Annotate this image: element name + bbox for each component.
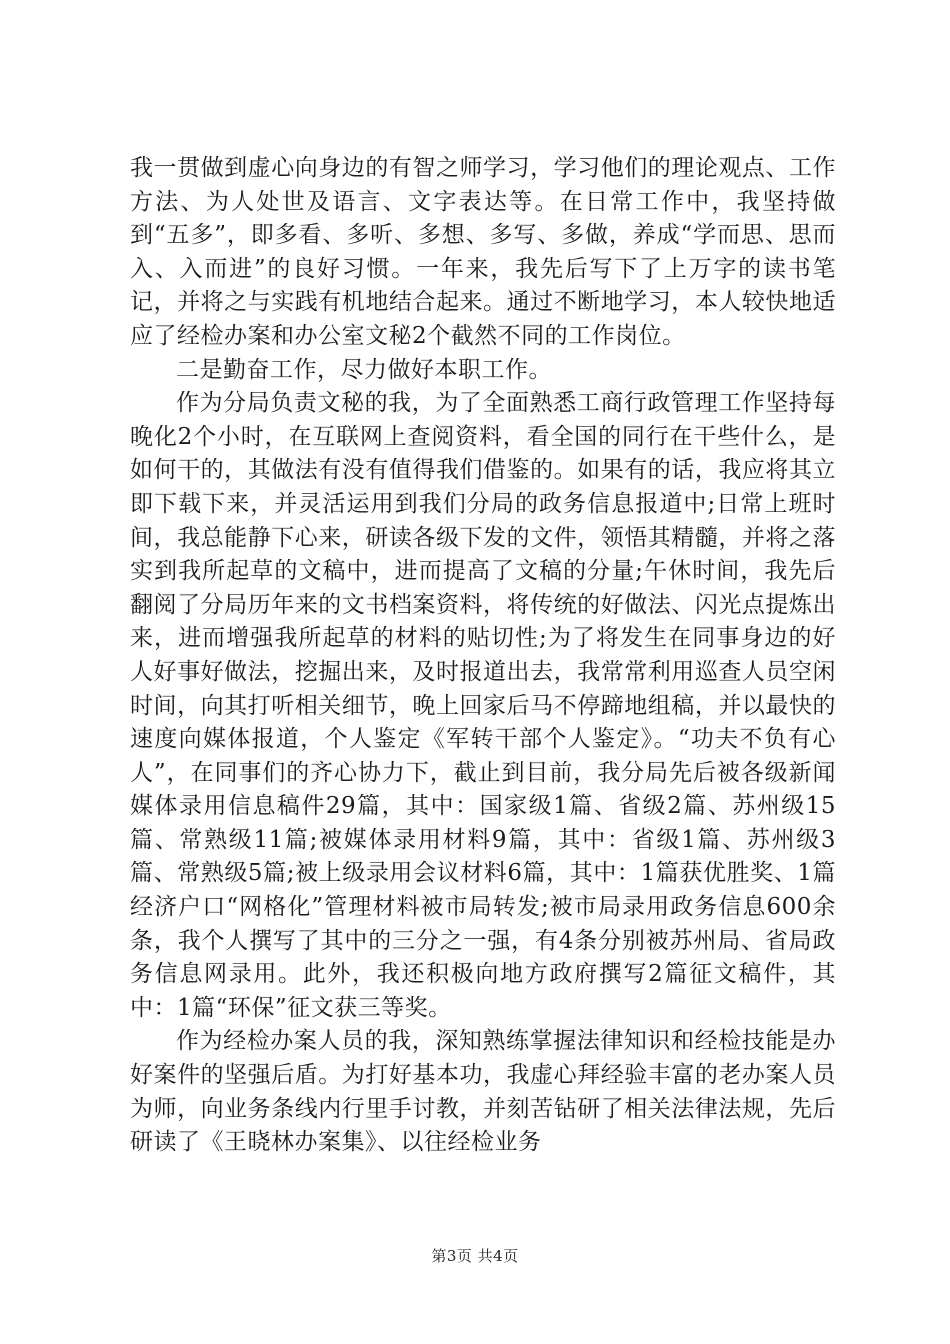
paragraph-heading: 二是勤奋工作，尽力做好本职工作。 <box>176 356 552 383</box>
page-number-footer: 第3页 共4页 <box>431 1247 519 1265</box>
paragraph: 作为分局负责文秘的我，为了全面熟悉工商行政管理工作坚持每晚化2个小时，在互联网上查阅资料，看全国的同行在干些什么，是如何干的，其做法有没有值得我们借鉴的。如果有的话，我应将其立即下载下来，并灵活运用到我们分局的政务信息报道中;日常上班时间，我总能静下心来，研读各级下发的文件，领悟其精髓，并将之落实到我所起草的文稿中，进而提高了文稿的分量;午休时间，我先后翻阅了分局历年来的文书档案资料，将传统的好做法、闪光点提炼出来，进而增强我所起草的材料的贴切性;为了将发生在同事身边的好人好事好做法，挖掘出来，及时报道出去，我常常利用巡查人员空闲时间，向其打听相关细节，晚上回家后马不停蹄地组稿，并以最快的速度向媒体报道，个人鉴定《军转干部个人鉴定》。“功夫不负有心人”，在同事们的齐心协力下，截止到目前，我分局先后被各级新闻媒体录用信息稿件29篇，其中：国家级1篇、省级2篇、苏州级15篇、常熟级11篇;被媒体录用材料9篇，其中：省级1篇、苏州级3篇、常熟级5篇;被上级录用会议材料6篇，其中：1篇获优胜奖、1篇经济户口“网格化”管理材料被市局转发;被市局录用政务信息600余条，我个人撰写了其中的三分之一强，有4条分别被苏州局、省局政务信息网录用。此外，我还积极向地方政府撰写2篇征文稿件，其中：1篇“环保”征文获三等奖。 <box>130 390 836 1021</box>
document-body <box>130 152 836 1160</box>
paragraph: 我一贯做到虚心向身边的有智之师学习，学习他们的理论观点、工作方法、为人处世及语言、文字表达等。在日常工作中，我坚持做到“五多”，即多看、多听、多想、多写、多做，养成“学而思、思而入、入而进”的良好习惯。一年来，我先后写下了上万字的读书笔记，并将之与实践有机地结合起来。通过不断地学习，本人较快地适应了经检办案和办公室文秘2个截然不同的工作岗位。 <box>130 155 836 349</box>
paragraph: 作为经检办案人员的我，深知熟练掌握法律知识和经检技能是办好案件的坚强后盾。为打好基本功，我虚心拜经验丰富的老办案人员为师，向业务条线内行里手讨教，并刻苦钻研了相关法律法规，先后研读了《王晓林办案集》、以往经检业务 <box>130 1028 836 1156</box>
